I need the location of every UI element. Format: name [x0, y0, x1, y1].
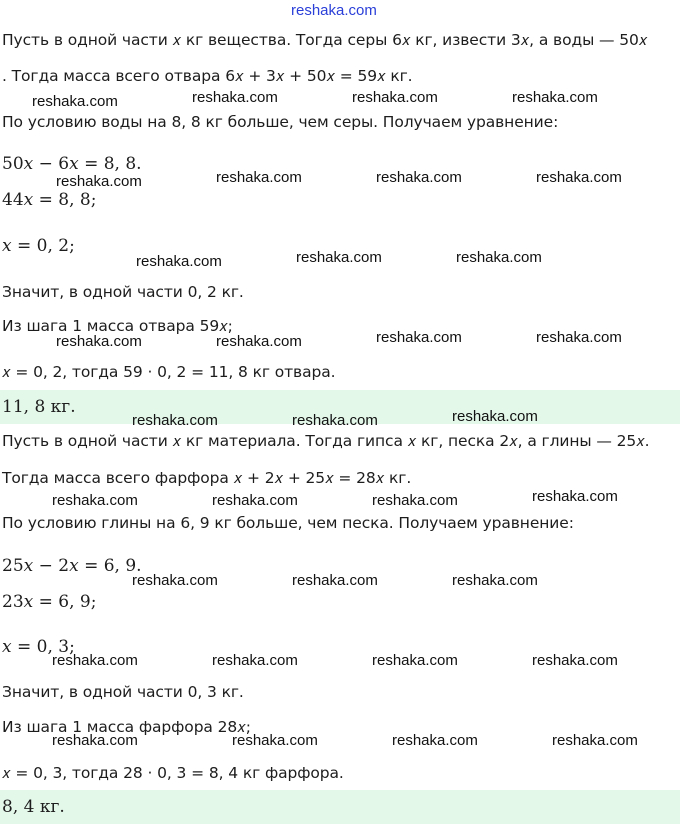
watermark: reshaka.com	[452, 572, 538, 589]
watermark: reshaka.com	[56, 173, 142, 190]
part2-answer-box	[0, 790, 680, 824]
part2-line-6: 𝑥 = 0, 3, тогда 28 · 0, 3 = 8, 4 кг фарфора.	[2, 764, 344, 782]
part1-equation-2: 44𝑥 = 8, 8;	[2, 190, 97, 210]
watermark: reshaka.com	[376, 329, 462, 346]
part1-line-4: Значит, в одной части 0, 2 кг.	[2, 283, 244, 301]
part2-line-5: Из шага 1 масса фарфора 28𝑥;	[2, 718, 251, 736]
watermark: reshaka.com	[512, 89, 598, 106]
watermark: reshaka.com	[52, 492, 138, 509]
part2-line-4: Значит, в одной части 0, 3 кг.	[2, 683, 244, 701]
watermark: reshaka.com	[52, 732, 138, 749]
part2-equation-3: 𝑥 = 0, 3;	[2, 637, 75, 657]
watermark: reshaka.com	[212, 492, 298, 509]
watermark: reshaka.com	[372, 652, 458, 669]
part1-answer: 11, 8 кг.	[2, 397, 76, 417]
part2-line-3: По условию глины на 6, 9 кг больше, чем песка. Получаем уравнение:	[2, 514, 574, 532]
watermark: reshaka.com	[136, 253, 222, 270]
part2-line-1: Пусть в одной части 𝑥 кг материала. Тогда гипса 𝑥 кг, песка 2𝑥, а глины — 25𝑥.	[2, 432, 650, 450]
watermark: reshaka.com	[32, 93, 118, 110]
watermark: reshaka.com	[216, 169, 302, 186]
part1-equation-3: 𝑥 = 0, 2;	[2, 236, 75, 256]
watermark: reshaka.com	[536, 169, 622, 186]
part1-line-2: . Тогда масса всего отвара 6𝑥 + 3𝑥 + 50𝑥 = 59𝑥 кг.	[2, 67, 413, 85]
part1-line-5: Из шага 1 масса отвара 59𝑥;	[2, 317, 233, 335]
watermark: reshaka.com	[132, 412, 218, 429]
watermark: reshaka.com	[232, 732, 318, 749]
part1-line-6: 𝑥 = 0, 2, тогда 59 · 0, 2 = 11, 8 кг отвара.	[2, 363, 336, 381]
watermark: reshaka.com	[292, 412, 378, 429]
watermark: reshaka.com	[376, 169, 462, 186]
part2-line-2: Тогда масса всего фарфора 𝑥 + 2𝑥 + 25𝑥 = 28𝑥 кг.	[2, 469, 412, 487]
watermark: reshaka.com	[216, 333, 302, 350]
watermark: reshaka.com	[452, 408, 538, 425]
site-watermark-header: reshaka.com	[291, 2, 377, 19]
watermark: reshaka.com	[532, 488, 618, 505]
part1-line-1: Пусть в одной части 𝑥 кг вещества. Тогда серы 6𝑥 кг, извести 3𝑥, а воды — 50𝑥	[2, 31, 648, 49]
watermark: reshaka.com	[552, 732, 638, 749]
watermark: reshaka.com	[352, 89, 438, 106]
watermark: reshaka.com	[192, 89, 278, 106]
part2-equation-2: 23𝑥 = 6, 9;	[2, 592, 97, 612]
watermark: reshaka.com	[56, 333, 142, 350]
watermark: reshaka.com	[296, 249, 382, 266]
watermark: reshaka.com	[392, 732, 478, 749]
watermark: reshaka.com	[532, 652, 618, 669]
part1-line-3: По условию воды на 8, 8 кг больше, чем серы. Получаем уравнение:	[2, 113, 559, 131]
watermark: reshaka.com	[212, 652, 298, 669]
watermark: reshaka.com	[52, 652, 138, 669]
part2-equation-1: 25𝑥 − 2𝑥 = 6, 9.	[2, 556, 142, 576]
watermark: reshaka.com	[292, 572, 378, 589]
watermark: reshaka.com	[372, 492, 458, 509]
watermark: reshaka.com	[456, 249, 542, 266]
watermark: reshaka.com	[536, 329, 622, 346]
watermark: reshaka.com	[132, 572, 218, 589]
part2-answer: 8, 4 кг.	[2, 797, 65, 817]
part1-equation-1: 50𝑥 − 6𝑥 = 8, 8.	[2, 154, 142, 174]
